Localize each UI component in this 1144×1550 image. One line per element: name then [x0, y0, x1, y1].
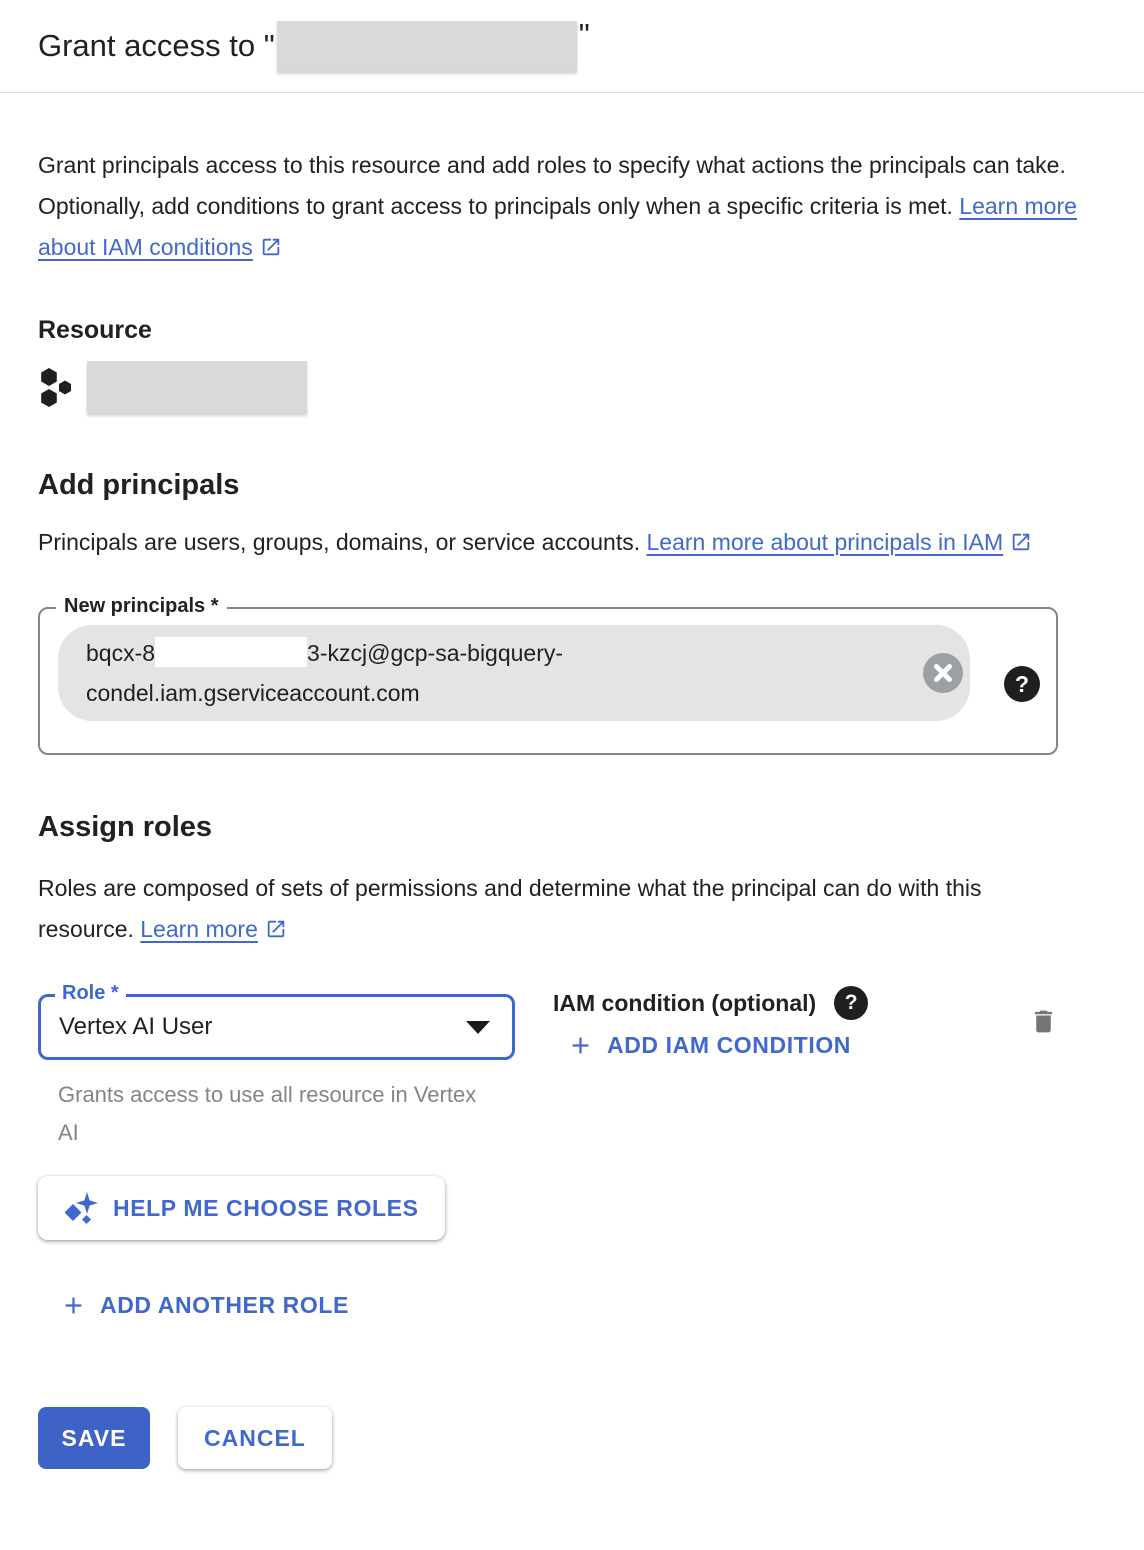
principal-chip-line2: condel.iam.gserviceaccount.com: [86, 680, 420, 706]
close-icon: [922, 652, 964, 694]
principal-chip[interactable]: [58, 625, 970, 721]
redacted-resource-value: [87, 361, 307, 413]
add-iam-condition-button[interactable]: ADD IAM CONDITION: [567, 1032, 851, 1059]
page-title: [38, 17, 590, 71]
page-title-text: Grant access to ": [38, 28, 275, 63]
learn-more-principals-link[interactable]: Learn more about principals in IAM: [647, 529, 1033, 555]
add-another-role-button[interactable]: ADD ANOTHER ROLE: [60, 1292, 349, 1319]
assign-roles-heading: Assign roles: [38, 811, 213, 843]
dialog-header: [0, 0, 1144, 93]
trash-icon: [1029, 1006, 1058, 1037]
role-label: Role *: [55, 982, 126, 1005]
iam-condition-column: [553, 986, 868, 1059]
help-me-choose-roles-button[interactable]: HELP ME CHOOSE ROLES: [38, 1176, 445, 1240]
open-in-new-icon: [1010, 531, 1032, 553]
add-principals-heading: Add principals: [38, 469, 240, 501]
open-in-new-icon: [265, 918, 287, 940]
dialog-footer: [38, 1407, 1144, 1469]
open-in-new-icon: [260, 236, 282, 258]
remove-principal-button[interactable]: [922, 652, 964, 694]
iam-condition-label: IAM condition (optional): [553, 989, 817, 1016]
role-assignment-row: [38, 982, 1066, 1152]
role-column: [38, 982, 515, 1152]
redacted-resource-name: [277, 21, 577, 71]
page-title-close-quote: ": [578, 17, 590, 52]
principal-help-icon[interactable]: [1004, 666, 1040, 702]
role-helper-text: Grants access to use all resource in Vertex AI: [58, 1082, 477, 1145]
new-principals-field[interactable]: [38, 595, 1058, 755]
iam-condition-help-icon[interactable]: [834, 986, 868, 1020]
cancel-button[interactable]: CANCEL: [178, 1407, 332, 1469]
role-selected-value: Vertex AI User: [59, 1013, 213, 1040]
add-principals-text: Principals are users, groups, domains, or service accounts. Learn more about principals in IAM: [38, 522, 1088, 563]
redacted-principal-segment: [155, 637, 307, 667]
dialog-body: [0, 145, 1144, 1469]
delete-role-button[interactable]: [1029, 1006, 1058, 1037]
learn-more-iam-conditions-link[interactable]: Learn more about IAM conditions: [38, 193, 1077, 260]
new-principals-label: New principals *: [56, 595, 227, 618]
principal-chip-line1: bqcx-8 3-kzcj@gcp-sa-bigquery-: [86, 633, 900, 673]
chevron-down-icon: [466, 1021, 490, 1034]
project-hexagons-icon: [38, 365, 74, 409]
plus-icon: [567, 1032, 594, 1059]
resource-row: [38, 361, 1144, 413]
learn-more-roles-link[interactable]: Learn more: [140, 916, 287, 942]
intro-text: Grant principals access to this resource and add roles to specify what actions the principals can take. Optionally, add conditions to grant access to principals only when a specific criteria is met. Learn more about IAM conditions: [38, 152, 1077, 260]
sparkle-icon: [64, 1192, 98, 1224]
assign-roles-text: Roles are composed of sets of permissions and determine what the principal can do with this resource. Learn more: [38, 875, 982, 942]
plus-icon: [60, 1292, 87, 1319]
role-dropdown[interactable]: [38, 982, 515, 1060]
save-button[interactable]: SAVE: [38, 1407, 150, 1469]
resource-heading: Resource: [38, 316, 152, 344]
